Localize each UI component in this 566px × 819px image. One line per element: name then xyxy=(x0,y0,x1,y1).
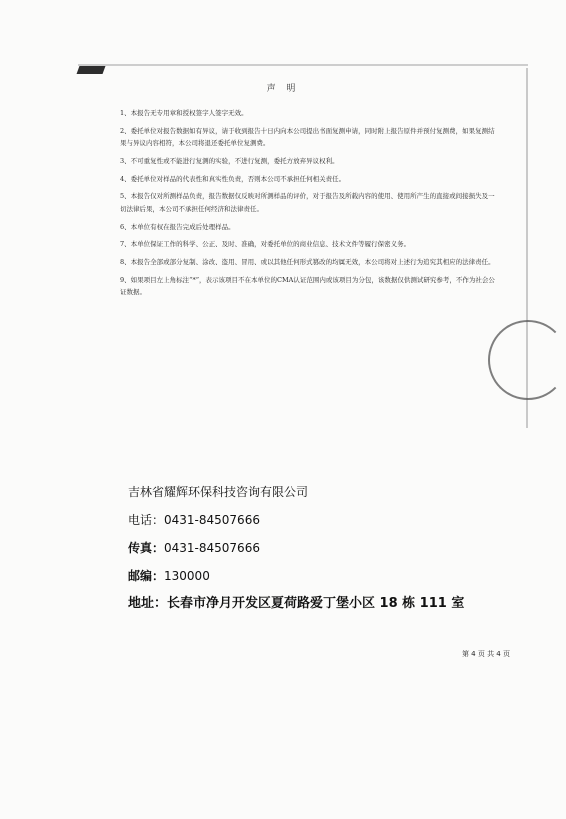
phone-label: 电话： xyxy=(128,513,165,527)
clause-item: 9、如果项目左上角标注“*”，表示该项目不在本单位的CMA认证范围内或该项目为分包，该数据仅供测试研究参考，不作为社会公证数据。 xyxy=(120,275,495,297)
postcode-row xyxy=(128,562,508,590)
postcode-label: 邮编： xyxy=(128,569,165,583)
contact-block xyxy=(128,478,508,618)
postcode-value: 130000 xyxy=(164,569,210,583)
address-label: 地址： xyxy=(128,596,168,611)
phone-value: 0431-84507666 xyxy=(164,513,260,527)
clause-item: 8、本报告全部或部分复制、涂改、盗用、冒用、或以其他任何形式篡改的均属无效，本公司将对上述行为追究其相应的法律责任。 xyxy=(120,258,495,267)
scan-edge-top xyxy=(78,64,528,80)
statement-title: 声 明 xyxy=(266,84,300,94)
fax-label: 传真： xyxy=(128,541,165,555)
clause-item: 2、委托单位对报告数据如有异议，请于收到报告十日内向本公司提出书面复测申请，同时附上报告原件并预付复测费，如果复测结果与异议内容相符，本公司将退还委托单位复测费。 xyxy=(120,126,495,148)
clause-item: 1、本报告无专用章和授权签字人签字无效。 xyxy=(120,109,248,117)
phone-row xyxy=(128,506,508,534)
page-number: 第 4 页 共 4 页 xyxy=(461,650,510,658)
clause-item: 5、本报告仅对所测样品负责，报告数据仅反映对所测样品的评价，对于报告及所载内容的使用、使用所产生的直接或间接损失及一切法律后果，本公司不承担任何经济和法律责任。 xyxy=(120,192,495,214)
clause-item: 4、委托单位对样品的代表性和真实性负责，否则本公司不承担任何相关责任。 xyxy=(120,174,346,183)
fax-value: 0431-84507666 xyxy=(164,541,260,555)
clause-item: 7、本单位保证工作的科学、公正、及时、准确，对委托单位的商业信息、技术文件等履行保密义务。 xyxy=(120,240,411,249)
fax-row xyxy=(128,534,508,562)
address-value: 长春市净月开发区夏荷路爱丁堡小区 18 栋 111 室 xyxy=(167,596,465,611)
seal-stamp xyxy=(488,320,566,400)
company-name: 吉林省耀辉环保科技咨询有限公司 xyxy=(128,485,309,499)
clause-item: 6、本单位有权在报告完成后处理样品。 xyxy=(120,222,235,231)
scan-edge-mark xyxy=(77,66,106,74)
address-row xyxy=(128,590,508,618)
clause-item: 3、不可重复性或不能进行复测的实验，不进行复测，委托方放弃异议权利。 xyxy=(120,157,339,166)
statement-clauses xyxy=(120,107,500,304)
